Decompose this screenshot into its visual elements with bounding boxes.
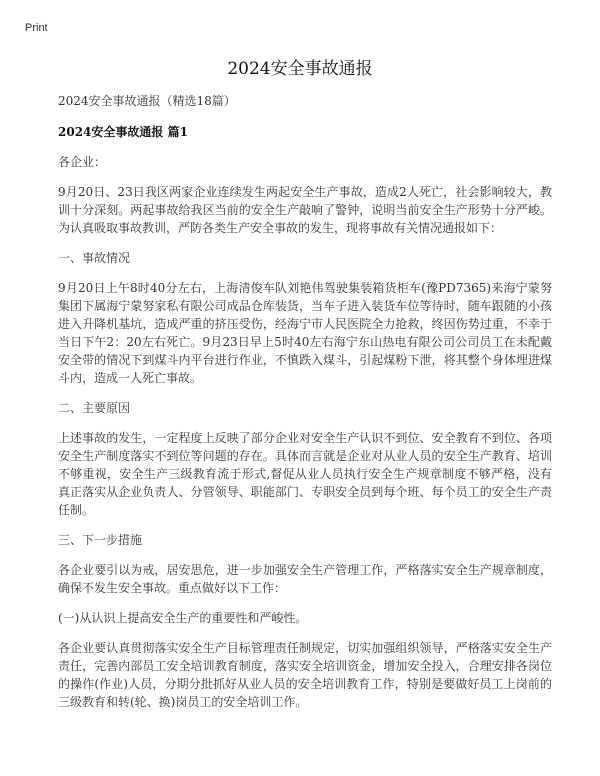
document-subtitle: 2024安全事故通报（精选18篇） [58, 94, 236, 108]
main-causes-paragraph: 上述事故的发生，一定程度上反映了部分企业对安全生产认识不到位、安全教育不到位、各项安全生产制度落实不到位等问题的存在。具体而言就是企业对从业人员的安全生产教育、培训不够重视，安全生产三级教育流于形式,督促从业人员执行安全生产规章制度不够严格，没有真正落实从企业负责人、分管领导、职能部门、专职安全员到每个班、每个员工的安全生产责任制。 [58, 431, 552, 517]
salutation: 各企业： [58, 155, 107, 169]
intro-paragraph: 9月20日、23日我区两家企业连续发生两起安全生产事故，造成2人死亡，社会影响较大，教训十分深刻。两起事故给我区当前的安全生产敲响了警钟，说明当前安全生产形势十分严峻。为认真吸取事故教训，严防各类生产安全事故的发生，现将事故有关情况通报如下： [58, 185, 552, 235]
section-heading: 2024安全事故通报 篇1 [58, 125, 188, 139]
next-steps-paragraph: 各企业要引以为戒，居安思危，进一步加强安全生产管理工作，严格落实安全生产规章制度，确保不发生安全事故。重点做好以下工作： [58, 563, 552, 595]
heading-next-steps: 三、下一步措施 [58, 533, 143, 547]
page-title: 2024安全事故通报 [227, 59, 373, 79]
document-body [58, 92, 552, 723]
accident-details-paragraph: 9月20日上午8时40分左右，上海清俊车队刘艳伟驾驶集装箱货柜车(豫PD7365)来海宁蒙努集团下属海宁蒙努家私有限公司成品仓库装货，当车子进入装货车位等待时，随车跟随的小孩进入升降机基坑，造成严重的挤压受伤，经海宁市人民医院全力抢救，终因伤势过重，不幸于当日下午2：20左右死亡。9月23日早上5时40左右海宁东山热电有限公司公司员工在未配戴安全带的情况下到煤斗内平台进行作业，不慎跌入煤斗，引起煤粉下泄，将其整个身体埋进煤斗内，造成一人死亡事故。 [58, 281, 552, 385]
print-link[interactable]: Print [25, 22, 48, 34]
awareness-paragraph: 各企业要认真贯彻落实安全生产目标管理责任制规定，切实加强组织领导，严格落实安全生产责任，完善内部员工安全培训教育制度，落实安全培训资金，增加安全投入，合理安排各岗位的操作(作业)人员，分期分批抓好从业人员的安全培训教育工作，特别是要做好员工上岗前的三级教育和转(轮、换)岗员工的安全培训工作。 [58, 641, 552, 709]
heading-accident-details: 一、事故情况 [58, 251, 131, 265]
subheading-awareness: (一)从认识上提高安全生产的重要性和严峻性。 [58, 611, 308, 625]
heading-main-causes: 二、主要原因 [58, 401, 131, 415]
